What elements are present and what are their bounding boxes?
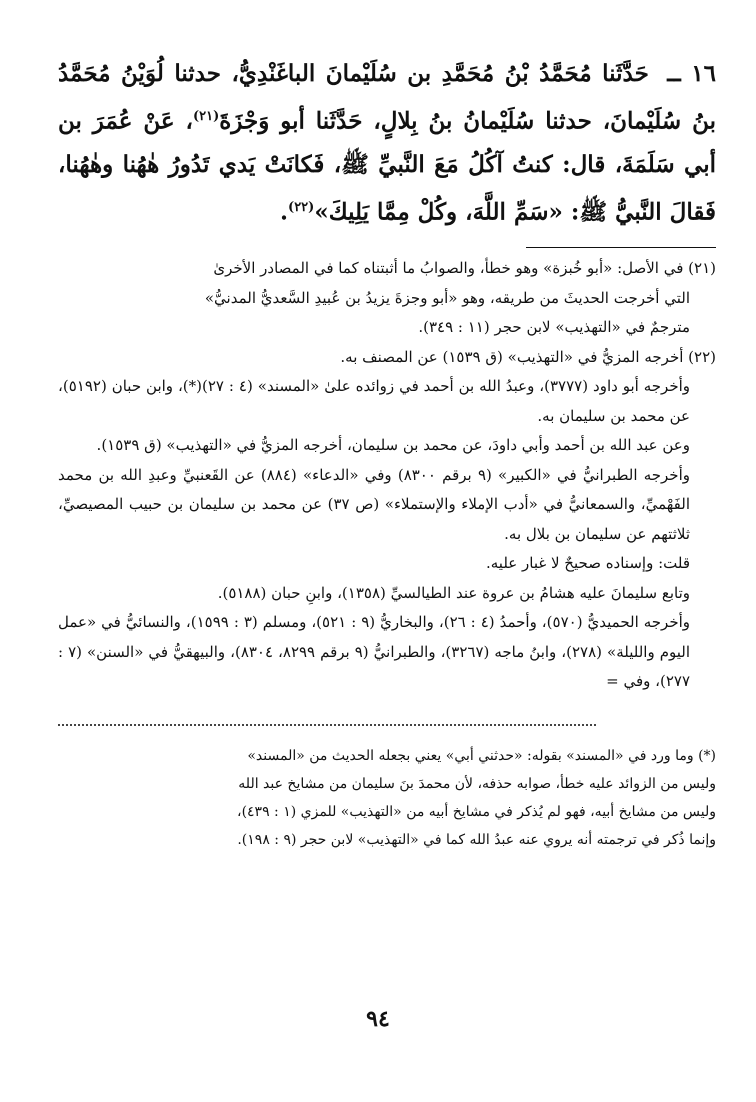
footnote-22 — [58, 343, 716, 697]
footnote-22-para6: وتابع سليمانَ عليه هشامُ بن عروة عند الطيالسيِّ (١٣٥٨)، وابنِ حبان (٥١٨٨). — [217, 583, 690, 602]
footnote-21-line1: (٢١) في الأصل: «أبو خُبزة» وهو خطأ، والصوابُ ما أثبتناه كما في المصادر الأخرىٰ — [213, 259, 716, 278]
footnote-ref-22[interactable]: (٢٢) — [288, 199, 315, 215]
footnote-21-line3: مترجمٌ في «التهذيب» لابن حجر (١١ : ٣٤٩). — [418, 318, 690, 337]
footnote-22-para1: (٢٢) أخرجه المزيُّ في «التهذيب» (ق ١٥٣٩) عن المصنف به. — [340, 347, 716, 366]
hadith-text-part2: ، عَنْ عُمَرَ بن أبي سَلَمَةَ، قال: كنتُ آكُلُ مَعَ النَّبيِّ ﷺ، فَكانَتْ يَدي تَدُورُ هٰهُنا وهٰهُنا، فَقالَ النَّبيُّ ﷺ: «سَمِّ اللَّهَ، وكُلْ مِمَّا يَلِيكَ» — [58, 107, 716, 226]
page-body — [58, 52, 716, 854]
footnote-22-para3: وعن عبد الله بن أحمد وأبي داودَ، عن محمد بن سليمان، أخرجه المزيُّ في «التهذيب» (ق ١٥٣٩). — [96, 436, 690, 455]
footnote-22-para2: وأخرجه أبو داود (٣٧٧٧)، وعبدُ الله بن أحمد في زوائده علىٰ «المسند» (٤ : ٢٧)(*)، وابن حبان (٥١٩٢)، عن محمد بن سليمان به. — [58, 377, 691, 425]
footnote-22-para5: قلت: وإسناده صحيحٌ لا غبار عليه. — [486, 554, 690, 573]
footnote-ref-21[interactable]: (٢١) — [192, 109, 220, 124]
star-footnote — [58, 742, 716, 854]
footnote-separator — [526, 247, 716, 248]
footnotes — [58, 254, 716, 697]
hadith-end: . — [280, 198, 289, 226]
star-footnote-line3: وليس من مشايخ أبيه، فهو لم يُذكر في مشايخ أبيه من «التهذيب» للمزي (١ : ٤٣٩)، — [237, 803, 716, 820]
star-footnote-line2: وليس من الزوائد عليه خطأ، صوابه حذفه، لأن محمدَ بنَ سليمان من مشايخ عبد الله — [238, 775, 716, 792]
page-number: ٩٤ — [366, 1006, 390, 1032]
footnote-22-para7-text: وأخرجه الحميديُّ (٥٧٠)، وأحمدُ (٤ : ٢٦)، والبخاريُّ (٩ : ٥٢١)، ومسلم (٣ : ١٥٩٩)، والنسائيُّ في «عمل اليوم والليلة» (٢٧٨)، وابنُ ماجه (٣٢٦٧)، والطبرانيُّ (٩ برقم ٨٢٩٩، ٨٣٠٤)، والبيهقيُّ في «السنن» (٧ : ٢٧٧)، وفي — [58, 613, 691, 691]
footnote-22-para7 — [58, 608, 716, 697]
footnote-21-line2: التي أخرجت الحديثَ من طريقه، وهو «أبو وجزةَ يزيدُ بن عُبيدِ السَّعديُّ المدنيُّ» — [204, 288, 690, 307]
hadith-text-part1: حَدَّثَنا مُحَمَّدُ بْنُ مُحَمَّدِ بن سُلَيْمانَ الباغَنْدِيُّ، حدثنا لُوَيْنُ مُحَمَّدُ بنُ سُلَيْمانَ، حدثنا سُلَيْمانُ بنُ بِلالٍ، حَدَّثَنا أبو وَجْزَةَ — [58, 60, 716, 135]
continuation-mark: = — [606, 672, 619, 691]
hadith-16 — [58, 52, 716, 233]
footnote-21 — [58, 254, 716, 343]
star-footnote-line1: (*) وما ورد في «المسند» بقوله: «حدثني أبي» يعني بجعله الحديث من «المسند» — [247, 747, 716, 764]
hadith-number: ١٦ ــ — [667, 60, 716, 87]
footnote-22-para4: وأخرجه الطبرانيُّ في «الكبير» (٩ برقم ٨٣٠٠) وفي «الدعاء» (٨٨٤) عن القَعنبيِّ وعبدِ الله بن محمد الفَهْميِّ، والسمعانيُّ في «أدب الإملاء والإستملاء» (ص ٣٧) عن محمد بن سليمان بن حبيب المصيصيِّ، ثلاثتهم عن سليمان بن بلال به. — [58, 465, 690, 543]
dotted-separator — [58, 724, 596, 726]
star-footnote-line4: وإنما ذُكر في ترجمته أنه يروي عنه عبدُ الله كما في «التهذيب» لابن حجر (٩ : ١٩٨). — [237, 831, 716, 848]
